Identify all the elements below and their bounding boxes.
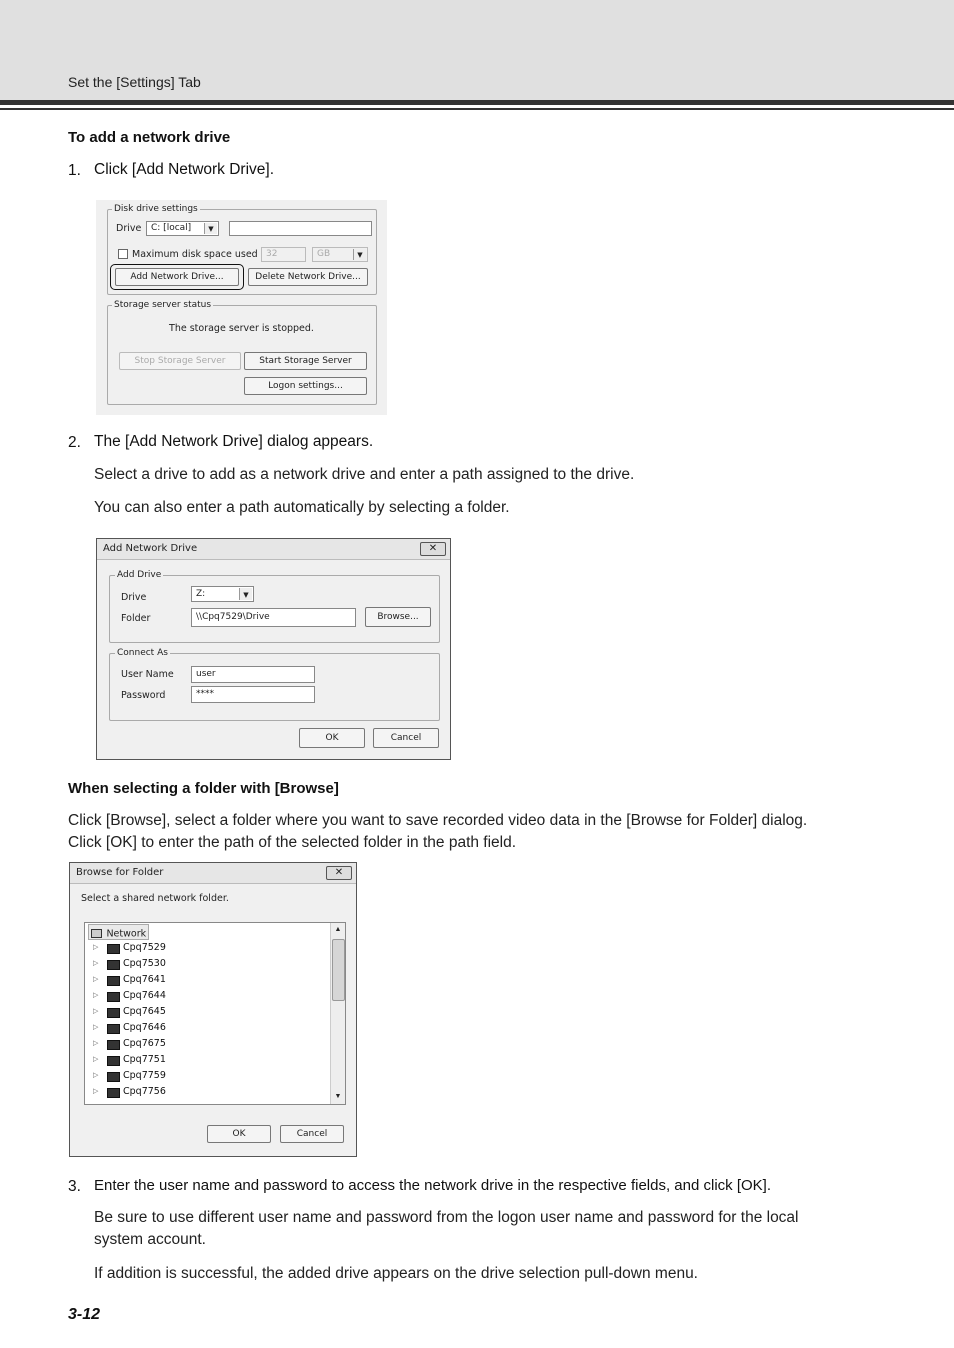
scroll-down-icon[interactable]: ▼ (334, 1093, 342, 1100)
computer-icon (107, 976, 120, 986)
computer-icon (107, 1056, 120, 1066)
step2-number: 2. (68, 434, 81, 451)
drive-select[interactable] (146, 221, 219, 236)
tree-item-label: Cpq7759 (123, 1070, 166, 1081)
browse-folder-dialog (69, 862, 357, 1157)
dialog-drive-label: Drive (121, 592, 147, 603)
expand-arrow-icon[interactable]: ▷ (93, 1087, 99, 1095)
drive-label: Drive (116, 223, 142, 234)
tree-item-label: Cpq7530 (123, 958, 166, 969)
section-heading-add: To add a network drive (68, 129, 231, 146)
group-connect-as-title: Connect As (117, 648, 168, 658)
header-rule-thin (0, 108, 954, 110)
username-label: User Name (121, 669, 174, 680)
username-input[interactable]: user (191, 666, 315, 683)
tree-item-label: Cpq7645 (123, 1006, 166, 1017)
scroll-thumb[interactable] (332, 939, 345, 1001)
computer-icon (107, 1088, 120, 1098)
step3-text: Enter the user name and password to access the network drive in the respective fields, and click [OK]. (94, 1177, 771, 1194)
tree-item-label: Cpq7644 (123, 990, 166, 1001)
password-input[interactable]: **** (191, 686, 315, 703)
step3-para2: If addition is successful, the added drive appears on the drive selection pull-down menu. (94, 1265, 698, 1282)
step2-para2: You can also enter a path automatically by selecting a folder. (94, 499, 510, 516)
drive-path-field[interactable] (229, 221, 372, 236)
chevron-down-icon: ▼ (239, 588, 252, 600)
cancel-button[interactable]: Cancel (373, 728, 439, 748)
tree-item-label: Cpq7641 (123, 974, 166, 985)
tree-item-label: Cpq7675 (123, 1038, 166, 1049)
page-number: 3-12 (68, 1306, 101, 1323)
folder-input[interactable]: \\Cpq7529\Drive (191, 608, 356, 627)
computer-icon (107, 1040, 120, 1050)
section-heading-browse: When selecting a folder with [Browse] (68, 780, 339, 797)
add-network-drive-button[interactable]: Add Network Drive... (115, 268, 239, 286)
header-rule-thick (0, 100, 954, 105)
computer-icon (107, 944, 120, 954)
browse-line2: Click [OK] to enter the path of the selected folder in the path field. (68, 834, 517, 851)
dialog-drive-value: Z: (196, 589, 206, 599)
tree-item-label: Cpq7751 (123, 1054, 166, 1065)
close-icon[interactable]: ✕ (420, 542, 446, 556)
dialog-drive-select[interactable] (191, 586, 254, 602)
expand-arrow-icon[interactable]: ▷ (93, 1023, 99, 1031)
expand-arrow-icon[interactable]: ▷ (93, 1007, 99, 1015)
delete-network-drive-button[interactable]: Delete Network Drive... (248, 268, 368, 286)
expand-arrow-icon[interactable]: ▷ (93, 975, 99, 983)
running-header: Set the [Settings] Tab (68, 74, 201, 90)
close-icon[interactable]: ✕ (326, 866, 352, 880)
folder-label: Folder (121, 613, 151, 624)
expand-arrow-icon[interactable]: ▷ (93, 959, 99, 967)
group-add-drive-title: Add Drive (117, 570, 162, 580)
step3-para1a: Be sure to use different user name and password from the logon user name and password for the local (94, 1209, 799, 1226)
step3-para1b: system account. (94, 1231, 206, 1248)
computer-icon (107, 960, 120, 970)
tree-root-label: Network (106, 928, 147, 940)
step2-text: The [Add Network Drive] dialog appears. (94, 433, 374, 450)
stop-storage-server-button[interactable]: Stop Storage Server (119, 352, 241, 370)
max-space-checkbox[interactable] (118, 249, 128, 259)
group-storage-status-title: Storage server status (114, 300, 212, 310)
browse-line1: Click [Browse], select a folder where you want to save recorded video data in the [Browse for Folder] dialog. (68, 812, 808, 829)
step1-text: Click [Add Network Drive]. (94, 161, 275, 178)
computer-icon (107, 1024, 120, 1034)
chevron-down-icon: ▼ (353, 249, 366, 260)
computer-icon (107, 1008, 120, 1018)
logon-settings-button[interactable]: Logon settings... (244, 377, 367, 395)
add-network-drive-dialog (96, 538, 451, 760)
browse-titlebar (70, 863, 356, 884)
browse-button[interactable]: Browse... (365, 607, 431, 627)
expand-arrow-icon[interactable]: ▷ (93, 1055, 99, 1063)
password-label: Password (121, 690, 166, 701)
computer-icon (107, 992, 120, 1002)
browse-ok-button[interactable]: OK (207, 1125, 271, 1143)
expand-arrow-icon[interactable]: ▷ (93, 943, 99, 951)
expand-arrow-icon[interactable]: ▷ (93, 1039, 99, 1047)
disk-settings-panel (96, 200, 387, 415)
scroll-up-icon[interactable]: ▲ (334, 926, 342, 933)
tree-item-label: Cpq7646 (123, 1022, 166, 1033)
folder-tree[interactable] (84, 922, 346, 1105)
max-space-input[interactable]: 32 (261, 247, 306, 262)
computer-icon (107, 1072, 120, 1082)
tree-item-label: Cpq7529 (123, 942, 166, 953)
storage-status-text: The storage server is stopped. (169, 323, 314, 334)
browse-cancel-button[interactable]: Cancel (280, 1125, 344, 1143)
unit-select[interactable] (312, 247, 368, 262)
tree-root-network[interactable] (88, 924, 149, 940)
max-space-label: Maximum disk space used (132, 249, 258, 260)
group-disk-drive-title: Disk drive settings (114, 204, 198, 214)
step3-number: 3. (68, 1178, 81, 1195)
dialog-titlebar (97, 539, 450, 560)
unit-select-value: GB (317, 249, 331, 259)
expand-arrow-icon[interactable]: ▷ (93, 991, 99, 999)
browse-title: Browse for Folder (76, 867, 164, 878)
step2-para1: Select a drive to add as a network drive and enter a path assigned to the drive. (94, 466, 635, 483)
dialog-title: Add Network Drive (103, 543, 198, 554)
ok-button[interactable]: OK (299, 728, 365, 748)
step1-number: 1. (68, 162, 81, 179)
start-storage-server-button[interactable]: Start Storage Server (244, 352, 367, 370)
chevron-down-icon: ▼ (204, 223, 217, 234)
expand-arrow-icon[interactable]: ▷ (93, 1071, 99, 1079)
network-icon (91, 929, 102, 938)
browse-instruction: Select a shared network folder. (81, 893, 229, 904)
tree-item-label: Cpq7756 (123, 1086, 166, 1097)
tree-scrollbar[interactable] (330, 923, 345, 1104)
drive-select-value: C: [local] (151, 223, 192, 233)
